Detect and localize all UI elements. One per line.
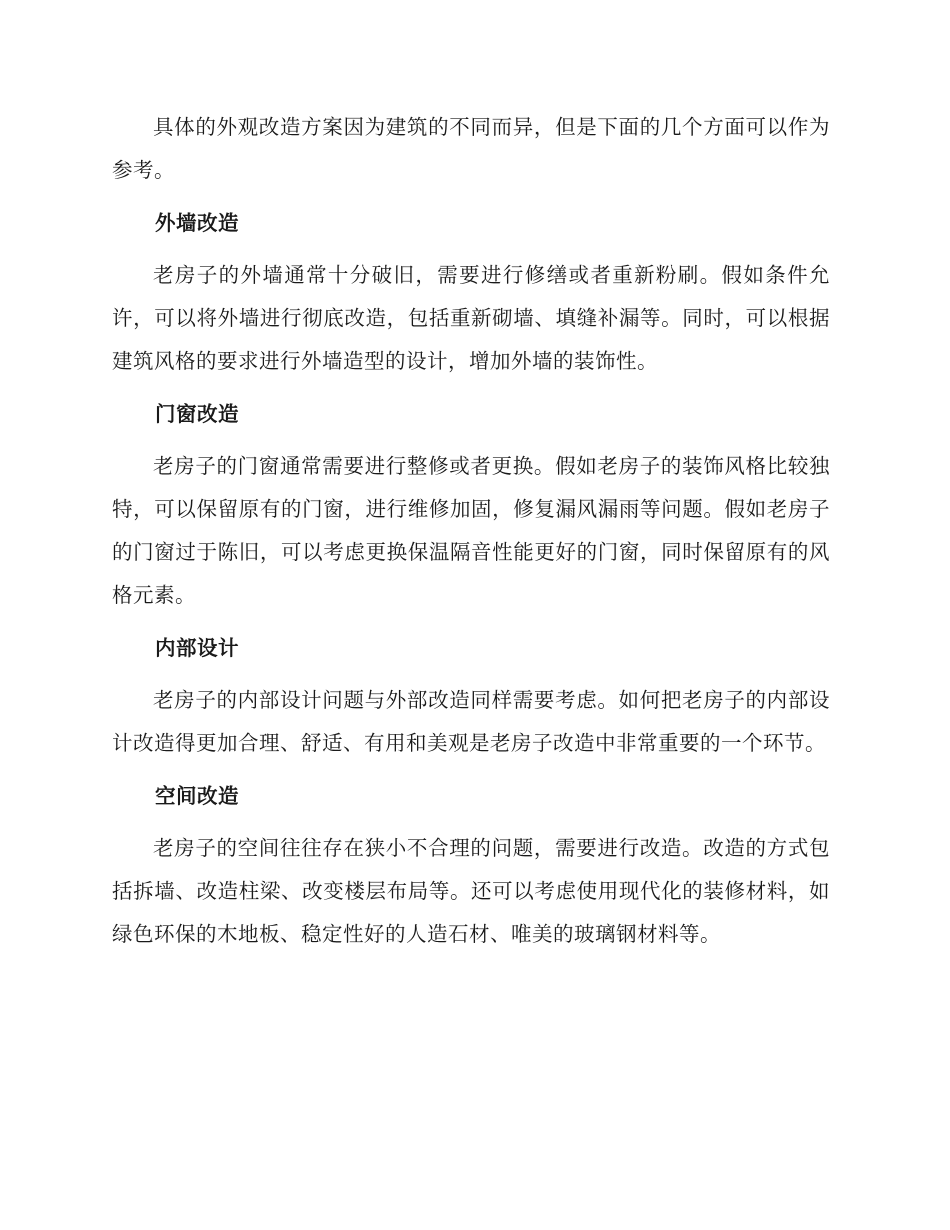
section-heading-interior-design: 内部设计 [155,636,239,660]
document-page [112,106,830,956]
intro-paragraph: 具体的外观改造方案因为建筑的不同而异，但是下面的几个方面可以作为参考。 [112,115,830,182]
section-body-space-renovation: 老房子的空间往往存在狭小不合理的问题，需要进行改造。改造的方式包括拆墙、改造柱梁、改变楼层布局等。还可以考虑使用现代化的装修材料，如绿色环保的木地板、稳定性好的人造石材、唯美的玻璃钢材料等。 [112,836,830,946]
section-body-doors-windows: 老房子的门窗通常需要进行整修或者更换。假如老房子的装饰风格比较独特，可以保留原有的门窗，进行维修加固，修复漏风漏雨等问题。假如老房子的门窗过于陈旧，可以考虑更换保温隔音性能更好的门窗，同时保留原有的风格元素。 [112,454,830,607]
section-body-exterior-wall: 老房子的外墙通常十分破旧，需要进行修缮或者重新粉刷。假如条件允许，可以将外墙进行彻底改造，包括重新砌墙、填缝补漏等。同时，可以根据建筑风格的要求进行外墙造型的设计，增加外墙的装饰性。 [112,263,830,373]
section-heading-doors-windows: 门窗改造 [155,402,239,426]
section-body-interior-design: 老房子的内部设计问题与外部改造同样需要考虑。如何把老房子的内部设计改造得更加合理、舒适、有用和美观是老房子改造中非常重要的一个环节。 [112,688,830,755]
section-heading-space-renovation: 空间改造 [155,784,239,808]
section-heading-exterior-wall: 外墙改造 [155,211,239,235]
